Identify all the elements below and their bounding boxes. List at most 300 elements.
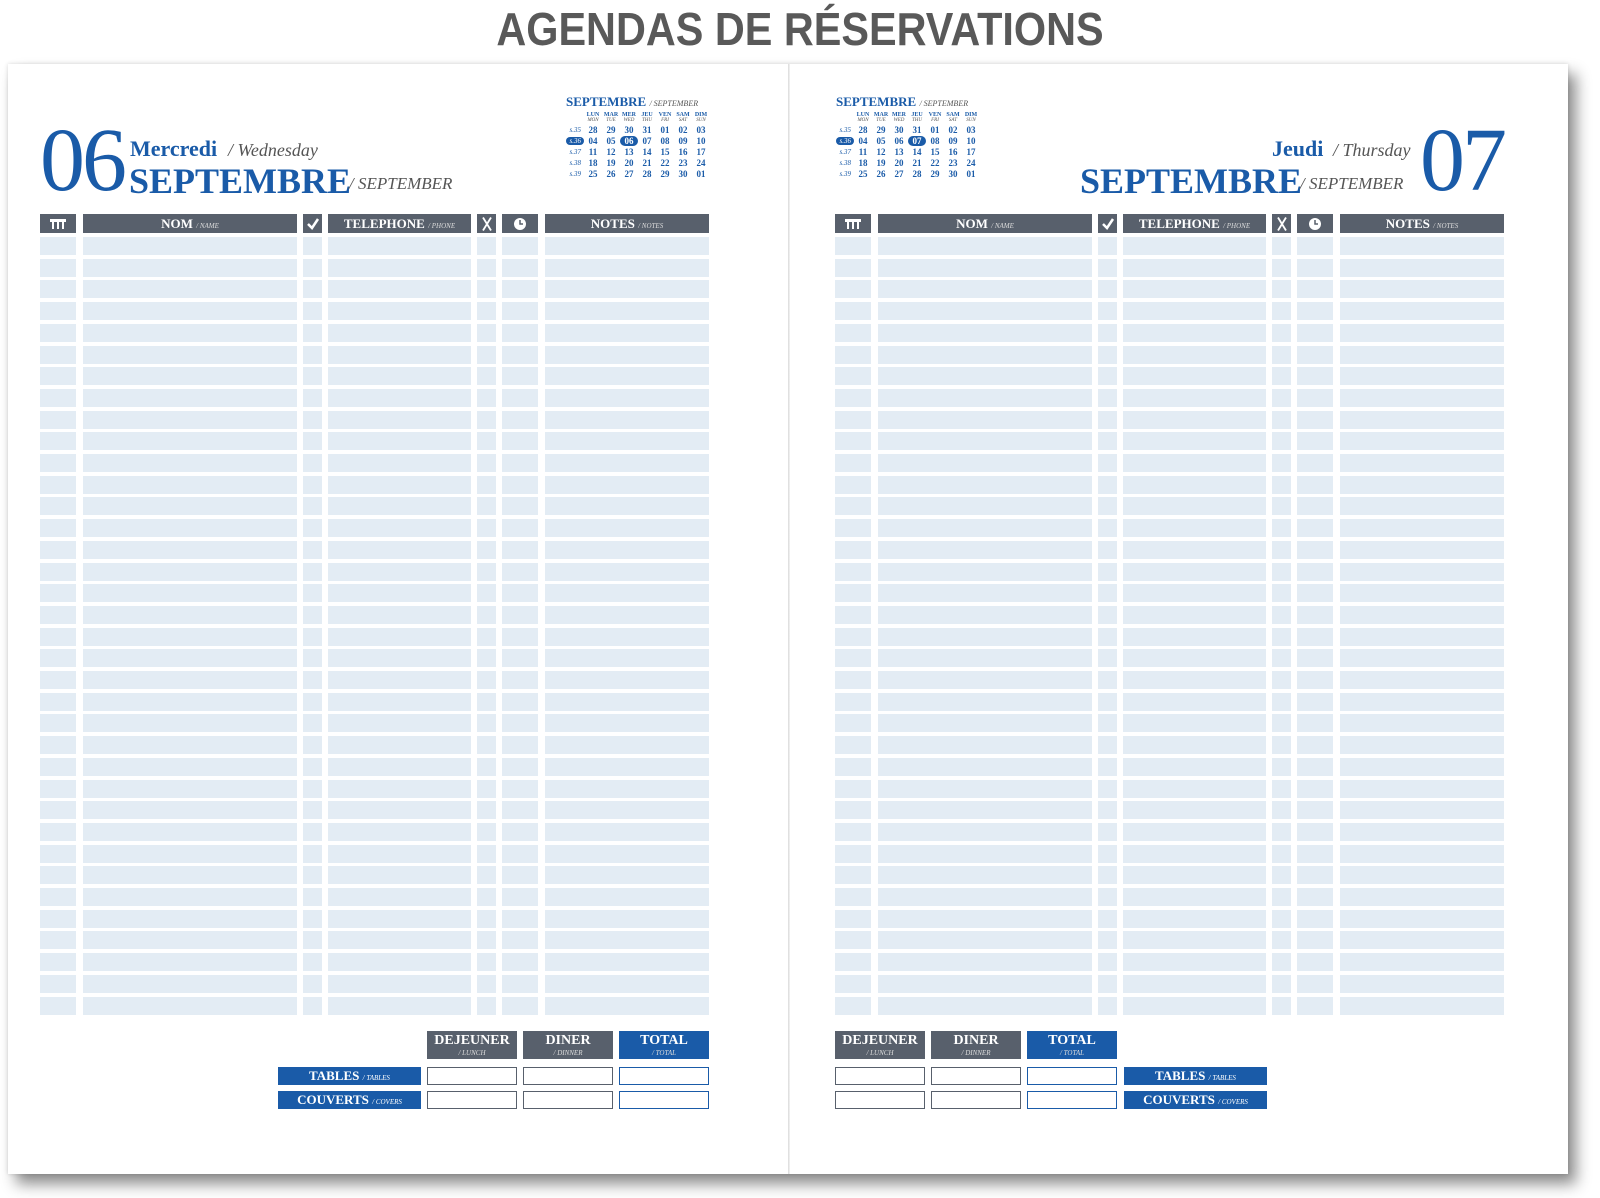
table-field[interactable] [40, 975, 76, 993]
notes-field[interactable] [545, 910, 709, 928]
time-field[interactable] [1297, 736, 1333, 754]
meal-field[interactable] [477, 606, 496, 624]
table-field[interactable] [40, 888, 76, 906]
table-field[interactable] [40, 302, 76, 320]
tables-dinner-field[interactable] [931, 1067, 1021, 1085]
name-field[interactable] [878, 519, 1092, 537]
meal-field[interactable] [1272, 931, 1291, 949]
table-field[interactable] [835, 541, 871, 559]
phone-field[interactable] [1123, 324, 1266, 342]
table-field[interactable] [40, 411, 76, 429]
phone-field[interactable] [1123, 693, 1266, 711]
name-field[interactable] [83, 888, 297, 906]
phone-field[interactable] [1123, 758, 1266, 776]
meal-field[interactable] [477, 671, 496, 689]
phone-field[interactable] [328, 497, 471, 515]
name-field[interactable] [83, 454, 297, 472]
name-field[interactable] [878, 606, 1092, 624]
meal-field[interactable] [1272, 389, 1291, 407]
phone-field[interactable] [1123, 801, 1266, 819]
notes-field[interactable] [1340, 389, 1504, 407]
table-field[interactable] [40, 953, 76, 971]
table-field[interactable] [835, 563, 871, 581]
meal-field[interactable] [1272, 975, 1291, 993]
meal-field[interactable] [477, 541, 496, 559]
confirm-field[interactable] [303, 714, 322, 732]
covers-total-field[interactable] [619, 1091, 709, 1109]
meal-field[interactable] [1272, 280, 1291, 298]
confirm-field[interactable] [303, 454, 322, 472]
time-field[interactable] [1297, 280, 1333, 298]
time-field[interactable] [1297, 541, 1333, 559]
meal-field[interactable] [477, 888, 496, 906]
meal-field[interactable] [1272, 237, 1291, 255]
phone-field[interactable] [328, 541, 471, 559]
meal-field[interactable] [477, 476, 496, 494]
phone-field[interactable] [328, 584, 471, 602]
table-field[interactable] [835, 346, 871, 364]
name-field[interactable] [878, 476, 1092, 494]
table-field[interactable] [835, 411, 871, 429]
notes-field[interactable] [1340, 866, 1504, 884]
meal-field[interactable] [1272, 454, 1291, 472]
time-field[interactable] [502, 628, 538, 646]
time-field[interactable] [1297, 758, 1333, 776]
notes-field[interactable] [545, 671, 709, 689]
notes-field[interactable] [1340, 476, 1504, 494]
phone-field[interactable] [1123, 780, 1266, 798]
meal-field[interactable] [1272, 628, 1291, 646]
phone-field[interactable] [328, 801, 471, 819]
time-field[interactable] [1297, 324, 1333, 342]
table-field[interactable] [835, 823, 871, 841]
confirm-field[interactable] [303, 302, 322, 320]
meal-field[interactable] [1272, 476, 1291, 494]
meal-field[interactable] [1272, 801, 1291, 819]
phone-field[interactable] [328, 411, 471, 429]
time-field[interactable] [502, 497, 538, 515]
covers-dinner-field[interactable] [523, 1091, 613, 1109]
meal-field[interactable] [477, 259, 496, 277]
meal-field[interactable] [1272, 497, 1291, 515]
time-field[interactable] [502, 541, 538, 559]
notes-field[interactable] [1340, 801, 1504, 819]
name-field[interactable] [83, 758, 297, 776]
phone-field[interactable] [1123, 367, 1266, 385]
meal-field[interactable] [1272, 411, 1291, 429]
time-field[interactable] [502, 801, 538, 819]
name-field[interactable] [878, 367, 1092, 385]
confirm-field[interactable] [303, 628, 322, 646]
phone-field[interactable] [328, 758, 471, 776]
time-field[interactable] [502, 931, 538, 949]
confirm-field[interactable] [303, 997, 322, 1015]
phone-field[interactable] [1123, 519, 1266, 537]
time-field[interactable] [1297, 519, 1333, 537]
time-field[interactable] [502, 888, 538, 906]
time-field[interactable] [502, 671, 538, 689]
table-field[interactable] [40, 584, 76, 602]
phone-field[interactable] [1123, 454, 1266, 472]
time-field[interactable] [502, 324, 538, 342]
phone-field[interactable] [328, 714, 471, 732]
table-field[interactable] [835, 237, 871, 255]
confirm-field[interactable] [1098, 628, 1117, 646]
table-field[interactable] [835, 736, 871, 754]
phone-field[interactable] [328, 324, 471, 342]
name-field[interactable] [878, 324, 1092, 342]
confirm-field[interactable] [1098, 259, 1117, 277]
name-field[interactable] [83, 346, 297, 364]
table-field[interactable] [835, 888, 871, 906]
notes-field[interactable] [1340, 758, 1504, 776]
time-field[interactable] [1297, 367, 1333, 385]
confirm-field[interactable] [303, 476, 322, 494]
phone-field[interactable] [328, 931, 471, 949]
phone-field[interactable] [328, 845, 471, 863]
meal-field[interactable] [477, 411, 496, 429]
confirm-field[interactable] [1098, 953, 1117, 971]
notes-field[interactable] [1340, 237, 1504, 255]
phone-field[interactable] [1123, 975, 1266, 993]
table-field[interactable] [835, 866, 871, 884]
time-field[interactable] [1297, 693, 1333, 711]
meal-field[interactable] [1272, 324, 1291, 342]
phone-field[interactable] [1123, 953, 1266, 971]
time-field[interactable] [1297, 801, 1333, 819]
phone-field[interactable] [1123, 606, 1266, 624]
phone-field[interactable] [328, 519, 471, 537]
time-field[interactable] [502, 237, 538, 255]
phone-field[interactable] [1123, 671, 1266, 689]
table-field[interactable] [40, 346, 76, 364]
confirm-field[interactable] [303, 389, 322, 407]
table-field[interactable] [40, 736, 76, 754]
confirm-field[interactable] [303, 584, 322, 602]
table-field[interactable] [835, 953, 871, 971]
table-field[interactable] [40, 693, 76, 711]
table-field[interactable] [40, 237, 76, 255]
name-field[interactable] [878, 541, 1092, 559]
notes-field[interactable] [1340, 346, 1504, 364]
notes-field[interactable] [545, 302, 709, 320]
meal-field[interactable] [477, 237, 496, 255]
meal-field[interactable] [477, 628, 496, 646]
meal-field[interactable] [1272, 541, 1291, 559]
confirm-field[interactable] [1098, 888, 1117, 906]
time-field[interactable] [1297, 910, 1333, 928]
time-field[interactable] [1297, 454, 1333, 472]
table-field[interactable] [835, 997, 871, 1015]
notes-field[interactable] [545, 519, 709, 537]
table-field[interactable] [835, 280, 871, 298]
time-field[interactable] [502, 411, 538, 429]
name-field[interactable] [878, 975, 1092, 993]
table-field[interactable] [835, 649, 871, 667]
meal-field[interactable] [1272, 693, 1291, 711]
phone-field[interactable] [1123, 931, 1266, 949]
name-field[interactable] [878, 302, 1092, 320]
phone-field[interactable] [1123, 997, 1266, 1015]
tables-dinner-field[interactable] [523, 1067, 613, 1085]
name-field[interactable] [878, 497, 1092, 515]
name-field[interactable] [83, 280, 297, 298]
phone-field[interactable] [328, 302, 471, 320]
name-field[interactable] [878, 280, 1092, 298]
confirm-field[interactable] [303, 649, 322, 667]
table-field[interactable] [40, 454, 76, 472]
notes-field[interactable] [1340, 563, 1504, 581]
covers-dinner-field[interactable] [931, 1091, 1021, 1109]
name-field[interactable] [878, 931, 1092, 949]
table-field[interactable] [835, 845, 871, 863]
confirm-field[interactable] [1098, 758, 1117, 776]
time-field[interactable] [502, 259, 538, 277]
table-field[interactable] [835, 302, 871, 320]
meal-field[interactable] [477, 324, 496, 342]
table-field[interactable] [40, 671, 76, 689]
meal-field[interactable] [477, 519, 496, 537]
meal-field[interactable] [1272, 346, 1291, 364]
confirm-field[interactable] [1098, 280, 1117, 298]
phone-field[interactable] [1123, 280, 1266, 298]
phone-field[interactable] [328, 259, 471, 277]
name-field[interactable] [83, 324, 297, 342]
meal-field[interactable] [477, 497, 496, 515]
tables-lunch-field[interactable] [835, 1067, 925, 1085]
notes-field[interactable] [545, 931, 709, 949]
notes-field[interactable] [545, 563, 709, 581]
meal-field[interactable] [477, 866, 496, 884]
name-field[interactable] [878, 432, 1092, 450]
name-field[interactable] [83, 302, 297, 320]
time-field[interactable] [502, 432, 538, 450]
name-field[interactable] [83, 714, 297, 732]
tables-total-field[interactable] [1027, 1067, 1117, 1085]
name-field[interactable] [878, 411, 1092, 429]
notes-field[interactable] [545, 888, 709, 906]
name-field[interactable] [83, 584, 297, 602]
confirm-field[interactable] [1098, 584, 1117, 602]
confirm-field[interactable] [303, 411, 322, 429]
notes-field[interactable] [545, 259, 709, 277]
phone-field[interactable] [328, 432, 471, 450]
name-field[interactable] [83, 476, 297, 494]
name-field[interactable] [83, 519, 297, 537]
phone-field[interactable] [1123, 823, 1266, 841]
confirm-field[interactable] [303, 931, 322, 949]
name-field[interactable] [83, 845, 297, 863]
table-field[interactable] [40, 801, 76, 819]
notes-field[interactable] [1340, 302, 1504, 320]
time-field[interactable] [502, 280, 538, 298]
time-field[interactable] [1297, 237, 1333, 255]
time-field[interactable] [1297, 997, 1333, 1015]
covers-total-field[interactable] [1027, 1091, 1117, 1109]
meal-field[interactable] [477, 389, 496, 407]
name-field[interactable] [83, 736, 297, 754]
notes-field[interactable] [545, 497, 709, 515]
notes-field[interactable] [1340, 714, 1504, 732]
table-field[interactable] [835, 931, 871, 949]
time-field[interactable] [1297, 931, 1333, 949]
time-field[interactable] [1297, 628, 1333, 646]
phone-field[interactable] [328, 736, 471, 754]
name-field[interactable] [878, 910, 1092, 928]
notes-field[interactable] [545, 541, 709, 559]
notes-field[interactable] [545, 866, 709, 884]
time-field[interactable] [1297, 302, 1333, 320]
phone-field[interactable] [1123, 346, 1266, 364]
name-field[interactable] [83, 693, 297, 711]
time-field[interactable] [1297, 649, 1333, 667]
time-field[interactable] [1297, 975, 1333, 993]
meal-field[interactable] [1272, 953, 1291, 971]
time-field[interactable] [1297, 953, 1333, 971]
confirm-field[interactable] [1098, 411, 1117, 429]
phone-field[interactable] [328, 910, 471, 928]
time-field[interactable] [502, 367, 538, 385]
tables-total-field[interactable] [619, 1067, 709, 1085]
notes-field[interactable] [545, 389, 709, 407]
name-field[interactable] [878, 649, 1092, 667]
table-field[interactable] [40, 997, 76, 1015]
meal-field[interactable] [1272, 432, 1291, 450]
table-field[interactable] [40, 866, 76, 884]
meal-field[interactable] [1272, 823, 1291, 841]
name-field[interactable] [878, 584, 1092, 602]
table-field[interactable] [40, 649, 76, 667]
table-field[interactable] [835, 693, 871, 711]
confirm-field[interactable] [303, 367, 322, 385]
name-field[interactable] [878, 888, 1092, 906]
phone-field[interactable] [328, 628, 471, 646]
name-field[interactable] [83, 823, 297, 841]
notes-field[interactable] [545, 476, 709, 494]
phone-field[interactable] [1123, 432, 1266, 450]
name-field[interactable] [83, 671, 297, 689]
meal-field[interactable] [1272, 714, 1291, 732]
table-field[interactable] [40, 931, 76, 949]
confirm-field[interactable] [303, 888, 322, 906]
phone-field[interactable] [328, 997, 471, 1015]
meal-field[interactable] [477, 845, 496, 863]
confirm-field[interactable] [1098, 519, 1117, 537]
name-field[interactable] [83, 953, 297, 971]
table-field[interactable] [835, 671, 871, 689]
name-field[interactable] [878, 346, 1092, 364]
name-field[interactable] [878, 454, 1092, 472]
name-field[interactable] [878, 823, 1092, 841]
phone-field[interactable] [328, 454, 471, 472]
notes-field[interactable] [1340, 649, 1504, 667]
table-field[interactable] [40, 628, 76, 646]
phone-field[interactable] [1123, 259, 1266, 277]
name-field[interactable] [878, 714, 1092, 732]
meal-field[interactable] [477, 584, 496, 602]
notes-field[interactable] [545, 237, 709, 255]
notes-field[interactable] [545, 953, 709, 971]
notes-field[interactable] [545, 346, 709, 364]
confirm-field[interactable] [1098, 476, 1117, 494]
table-field[interactable] [40, 606, 76, 624]
notes-field[interactable] [545, 432, 709, 450]
phone-field[interactable] [328, 389, 471, 407]
confirm-field[interactable] [303, 866, 322, 884]
time-field[interactable] [1297, 866, 1333, 884]
table-field[interactable] [835, 606, 871, 624]
name-field[interactable] [878, 671, 1092, 689]
meal-field[interactable] [477, 975, 496, 993]
table-field[interactable] [40, 541, 76, 559]
phone-field[interactable] [328, 476, 471, 494]
meal-field[interactable] [477, 280, 496, 298]
time-field[interactable] [1297, 346, 1333, 364]
notes-field[interactable] [545, 780, 709, 798]
meal-field[interactable] [1272, 584, 1291, 602]
notes-field[interactable] [1340, 259, 1504, 277]
phone-field[interactable] [328, 367, 471, 385]
confirm-field[interactable] [303, 975, 322, 993]
phone-field[interactable] [328, 888, 471, 906]
table-field[interactable] [40, 259, 76, 277]
table-field[interactable] [835, 519, 871, 537]
phone-field[interactable] [1123, 584, 1266, 602]
table-field[interactable] [40, 845, 76, 863]
phone-field[interactable] [328, 975, 471, 993]
name-field[interactable] [83, 606, 297, 624]
notes-field[interactable] [1340, 454, 1504, 472]
name-field[interactable] [83, 780, 297, 798]
phone-field[interactable] [1123, 736, 1266, 754]
time-field[interactable] [502, 519, 538, 537]
notes-field[interactable] [1340, 888, 1504, 906]
notes-field[interactable] [1340, 953, 1504, 971]
notes-field[interactable] [545, 693, 709, 711]
phone-field[interactable] [1123, 237, 1266, 255]
meal-field[interactable] [477, 931, 496, 949]
meal-field[interactable] [1272, 367, 1291, 385]
name-field[interactable] [878, 259, 1092, 277]
covers-lunch-field[interactable] [835, 1091, 925, 1109]
name-field[interactable] [83, 237, 297, 255]
notes-field[interactable] [545, 997, 709, 1015]
table-field[interactable] [40, 476, 76, 494]
phone-field[interactable] [1123, 563, 1266, 581]
phone-field[interactable] [328, 671, 471, 689]
confirm-field[interactable] [303, 497, 322, 515]
phone-field[interactable] [328, 693, 471, 711]
confirm-field[interactable] [1098, 432, 1117, 450]
meal-field[interactable] [477, 736, 496, 754]
meal-field[interactable] [1272, 671, 1291, 689]
confirm-field[interactable] [303, 519, 322, 537]
time-field[interactable] [1297, 411, 1333, 429]
phone-field[interactable] [1123, 910, 1266, 928]
phone-field[interactable] [1123, 302, 1266, 320]
notes-field[interactable] [1340, 997, 1504, 1015]
time-field[interactable] [1297, 845, 1333, 863]
notes-field[interactable] [1340, 671, 1504, 689]
table-field[interactable] [835, 259, 871, 277]
confirm-field[interactable] [303, 346, 322, 364]
confirm-field[interactable] [303, 259, 322, 277]
table-field[interactable] [835, 584, 871, 602]
phone-field[interactable] [328, 649, 471, 667]
name-field[interactable] [83, 801, 297, 819]
confirm-field[interactable] [303, 671, 322, 689]
meal-field[interactable] [1272, 866, 1291, 884]
